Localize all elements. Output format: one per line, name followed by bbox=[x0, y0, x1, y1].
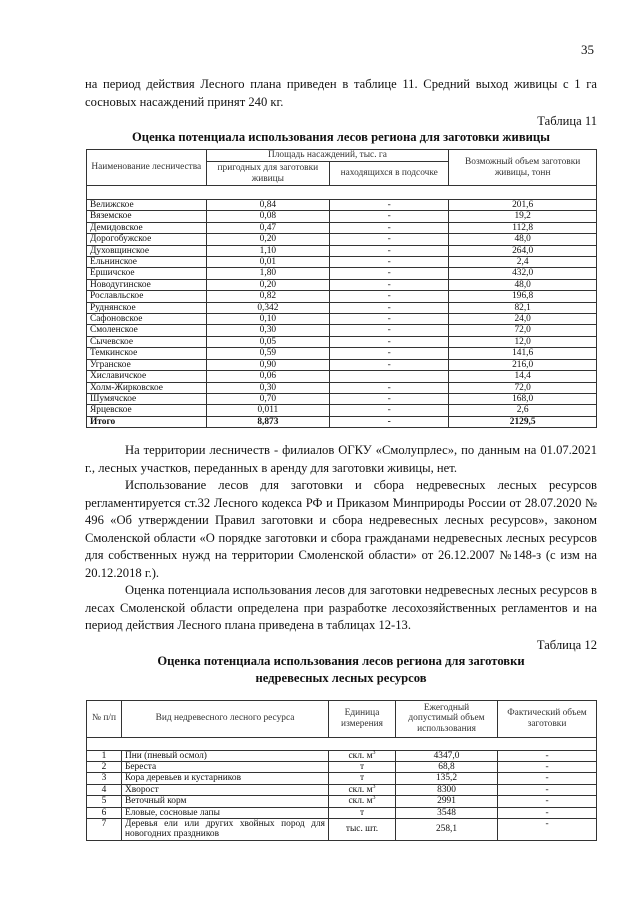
table-row bbox=[87, 773, 597, 784]
title-line-1: Оценка потенциала использования лесов региона для заготовки bbox=[157, 653, 525, 668]
forestry-name: Холм-Жирковское bbox=[87, 382, 207, 393]
suitable-area: 0,08 bbox=[206, 211, 330, 222]
table-row bbox=[87, 382, 597, 393]
forestry-name: Вяземское bbox=[87, 211, 207, 222]
annual-volume: 8300 bbox=[396, 784, 498, 795]
tapped-area: - bbox=[330, 257, 449, 268]
table-11-title: Оценка потенциала использования лесов региона для заготовки живицы bbox=[132, 130, 550, 144]
col-header-unit: Единица измерения bbox=[329, 700, 396, 737]
resin-volume: 201,6 bbox=[449, 200, 597, 211]
resin-volume: 2,4 bbox=[449, 257, 597, 268]
tapped-area: - bbox=[330, 325, 449, 336]
resource-type: Веточный корм bbox=[122, 796, 329, 807]
unit bbox=[329, 807, 396, 818]
tapped-area: - bbox=[330, 222, 449, 233]
resource-type: Кора деревьев и кустарников bbox=[122, 773, 329, 784]
unit-text: т bbox=[359, 807, 365, 818]
tapped-area: - bbox=[330, 291, 449, 302]
unit-text: скл. м bbox=[348, 784, 373, 795]
forestry-name: Демидовское bbox=[87, 222, 207, 233]
unit bbox=[329, 784, 396, 795]
suitable-area: 0,20 bbox=[206, 234, 330, 245]
table-row bbox=[87, 291, 597, 302]
actual-volume: - bbox=[498, 784, 597, 795]
unit bbox=[329, 819, 396, 841]
col-header-volume: Возможный объем заготовки живицы, тонн bbox=[449, 150, 597, 186]
resin-volume: 112,8 bbox=[449, 222, 597, 233]
table-row bbox=[87, 200, 597, 211]
forestry-name: Велижское bbox=[87, 200, 207, 211]
row-number: 2 bbox=[87, 762, 122, 773]
col-header-type: Вид недревесного лесного ресурса bbox=[122, 700, 329, 737]
unit bbox=[329, 762, 396, 773]
forestry-name: Руднянское bbox=[87, 302, 207, 313]
empty-row bbox=[87, 186, 597, 200]
forestry-name: Ярцевское bbox=[87, 405, 207, 416]
forestry-name: Ельнинское bbox=[87, 257, 207, 268]
annual-volume: 2991 bbox=[396, 796, 498, 807]
actual-volume: - bbox=[498, 807, 597, 818]
col-header-num: № п/п bbox=[87, 700, 122, 737]
table-row bbox=[87, 314, 597, 325]
resin-volume: 72,0 bbox=[449, 325, 597, 336]
resin-volume: 196,8 bbox=[449, 291, 597, 302]
suitable-area: 0,30 bbox=[206, 325, 330, 336]
table-row bbox=[87, 784, 597, 795]
tapped-area: - bbox=[330, 382, 449, 393]
table-row bbox=[87, 819, 597, 841]
intro-paragraph: на период действия Лесного плана приведен в таблице 11. Средний выход живицы с 1 га сосновых насаждений принят 240 кг. bbox=[85, 77, 597, 109]
paragraph-regulation: Использование лесов для заготовки и сбора недревесных лесных ресурсов регламентируется ст.32 Лесного кодекса РФ и Приказом Минприроды России от 28.07.2020 № 496 «Об утверждении Правил заготовки и сбора недревесных лесных ресурсов», законом Смоленской области «О порядке заготовки и сбора гражданами недревесных лесных ресурсов для собственных нужд на территории Смоленской области» от 26.12.2007 №148-з (с изм на 20.12.2018 г.). bbox=[85, 478, 597, 580]
tapped-area: - bbox=[330, 314, 449, 325]
actual-volume: - bbox=[498, 762, 597, 773]
total-volume: 2129,5 bbox=[449, 416, 597, 427]
tapped-area: - bbox=[330, 245, 449, 256]
suitable-area: 0,47 bbox=[206, 222, 330, 233]
actual-volume: - bbox=[498, 819, 597, 841]
annual-volume: 258,1 bbox=[396, 819, 498, 841]
tapped-area: - bbox=[330, 268, 449, 279]
table-row bbox=[87, 762, 597, 773]
col-header-actual: Фактический объем заготовки bbox=[498, 700, 597, 737]
suitable-area: 0,011 bbox=[206, 405, 330, 416]
tapped-area bbox=[330, 371, 449, 382]
total-label: Итого bbox=[87, 416, 207, 427]
col-header-area: Площадь насаждений, тыс. га bbox=[206, 150, 449, 162]
suitable-area: 0,06 bbox=[206, 371, 330, 382]
forestry-name: Новодугинское bbox=[87, 279, 207, 290]
table-row bbox=[87, 336, 597, 347]
page-number: 35 bbox=[581, 42, 594, 57]
total-row bbox=[87, 416, 597, 427]
suitable-area: 1,10 bbox=[206, 245, 330, 256]
resource-type: Пни (пневый осмол) bbox=[122, 750, 329, 761]
tapped-area: - bbox=[330, 234, 449, 245]
unit-text: скл. м bbox=[348, 750, 373, 761]
suitable-area: 0,84 bbox=[206, 200, 330, 211]
row-number: 7 bbox=[87, 819, 122, 841]
annual-volume: 68,8 bbox=[396, 762, 498, 773]
resin-volume: 82,1 bbox=[449, 302, 597, 313]
unit-exponent: 3 bbox=[372, 783, 376, 790]
unit bbox=[329, 750, 396, 761]
forestry-name: Ершичское bbox=[87, 268, 207, 279]
table-row bbox=[87, 222, 597, 233]
table-row bbox=[87, 750, 597, 761]
table-row bbox=[87, 348, 597, 359]
suitable-area: 0,20 bbox=[206, 279, 330, 290]
title-line-2: недревесных лесных ресурсов bbox=[255, 670, 427, 685]
annual-volume: 4347,0 bbox=[396, 750, 498, 761]
row-number: 6 bbox=[87, 807, 122, 818]
table-12-caption: Таблица 12 bbox=[536, 637, 597, 652]
table-row bbox=[87, 371, 597, 382]
unit-exponent: 3 bbox=[372, 749, 376, 756]
table-row bbox=[87, 268, 597, 279]
total-tapped: - bbox=[330, 416, 449, 427]
resource-type: Еловые, сосновые лапы bbox=[122, 807, 329, 818]
unit-text: т bbox=[359, 762, 365, 773]
table-row bbox=[87, 257, 597, 268]
suitable-area: 0,30 bbox=[206, 382, 330, 393]
table-row bbox=[87, 393, 597, 404]
forestry-name: Угранское bbox=[87, 359, 207, 370]
tapped-area: - bbox=[330, 200, 449, 211]
tapped-area: - bbox=[330, 302, 449, 313]
annual-volume: 135,2 bbox=[396, 773, 498, 784]
table-row bbox=[87, 211, 597, 222]
forestry-name: Хиславичское bbox=[87, 371, 207, 382]
resin-volume: 14,4 bbox=[449, 371, 597, 382]
suitable-area: 0,10 bbox=[206, 314, 330, 325]
empty-row bbox=[87, 737, 597, 750]
resin-volume: 72,0 bbox=[449, 382, 597, 393]
suitable-area: 0,01 bbox=[206, 257, 330, 268]
row-number: 4 bbox=[87, 784, 122, 795]
actual-volume: - bbox=[498, 773, 597, 784]
tapped-area: - bbox=[330, 336, 449, 347]
unit bbox=[329, 773, 396, 784]
resin-volume: 19,2 bbox=[449, 211, 597, 222]
forestry-name: Духовщинское bbox=[87, 245, 207, 256]
resin-volume: 141,6 bbox=[449, 348, 597, 359]
suitable-area: 0,82 bbox=[206, 291, 330, 302]
forestry-name: Шумячское bbox=[87, 393, 207, 404]
resin-volume: 12,0 bbox=[449, 336, 597, 347]
suitable-area: 0,342 bbox=[206, 302, 330, 313]
actual-volume: - bbox=[498, 796, 597, 807]
row-number: 5 bbox=[87, 796, 122, 807]
col-header-name: Наименование лесничества bbox=[87, 150, 207, 186]
forestry-name: Сычевское bbox=[87, 336, 207, 347]
tapped-area: - bbox=[330, 279, 449, 290]
total-area: 8,873 bbox=[206, 416, 330, 427]
row-number: 3 bbox=[87, 773, 122, 784]
unit bbox=[329, 796, 396, 807]
resin-volume: 2,6 bbox=[449, 405, 597, 416]
table-row bbox=[87, 245, 597, 256]
actual-volume: - bbox=[498, 750, 597, 761]
forestry-name: Рославльское bbox=[87, 291, 207, 302]
table-row bbox=[87, 359, 597, 370]
unit-text: т bbox=[359, 773, 365, 784]
resin-volume: 168,0 bbox=[449, 393, 597, 404]
col-header-tapped: находящихся в подсочке bbox=[330, 162, 449, 186]
tapped-area: - bbox=[330, 405, 449, 416]
table-row bbox=[87, 302, 597, 313]
table-row bbox=[87, 796, 597, 807]
suitable-area: 0,59 bbox=[206, 348, 330, 359]
resin-volume: 48,0 bbox=[449, 234, 597, 245]
table-row bbox=[87, 807, 597, 818]
col-header-annual: Ежегодный допустимый объем использования bbox=[396, 700, 498, 737]
suitable-area: 1,80 bbox=[206, 268, 330, 279]
table-row bbox=[87, 325, 597, 336]
table-row bbox=[87, 405, 597, 416]
suitable-area: 0,70 bbox=[206, 393, 330, 404]
tapped-area: - bbox=[330, 393, 449, 404]
nontimber-table bbox=[86, 700, 597, 841]
tapped-area: - bbox=[330, 359, 449, 370]
table-12-title bbox=[85, 653, 597, 687]
tapped-area: - bbox=[330, 348, 449, 359]
resource-type: Береста bbox=[122, 762, 329, 773]
suitable-area: 0,90 bbox=[206, 359, 330, 370]
suitable-area: 0,05 bbox=[206, 336, 330, 347]
resin-table bbox=[86, 149, 597, 428]
forestry-name: Сафоновское bbox=[87, 314, 207, 325]
unit-exponent: 3 bbox=[372, 795, 376, 802]
forestry-name: Смоленское bbox=[87, 325, 207, 336]
annual-volume: 3548 bbox=[396, 807, 498, 818]
table-row bbox=[87, 234, 597, 245]
resource-type: Деревья ели или других хвойных пород для новогодних праздников bbox=[122, 819, 329, 841]
forestry-name: Дорогобужское bbox=[87, 234, 207, 245]
forestry-name: Темкинское bbox=[87, 348, 207, 359]
resin-volume: 216,0 bbox=[449, 359, 597, 370]
unit-text: тыс. шт. bbox=[345, 824, 379, 835]
resin-volume: 48,0 bbox=[449, 279, 597, 290]
resin-volume: 24,0 bbox=[449, 314, 597, 325]
paragraph-lease: На территории лесничеств - филиалов ОГКУ «Смолупрлес», по данным на 01.07.2021 г., лесных участков, переданных в аренду для заготовки живицы, нет. bbox=[85, 443, 597, 475]
table-row bbox=[87, 279, 597, 290]
resin-volume: 432,0 bbox=[449, 268, 597, 279]
resin-volume: 264,0 bbox=[449, 245, 597, 256]
resource-type: Хворост bbox=[122, 784, 329, 795]
row-number: 1 bbox=[87, 750, 122, 761]
paragraph-assessment: Оценка потенциала использования лесов для заготовки недревесных лесных ресурсов в лесах Смоленской области определена при разработке лесохозяйственных регламентов и на период действия Лесного плана приведена в таблицах 12-13. bbox=[85, 583, 597, 633]
unit-text: скл. м bbox=[348, 796, 373, 807]
table-11-caption: Таблица 11 bbox=[537, 114, 597, 128]
col-header-suitable: пригодных для заготовки живицы bbox=[206, 162, 330, 186]
tapped-area: - bbox=[330, 211, 449, 222]
